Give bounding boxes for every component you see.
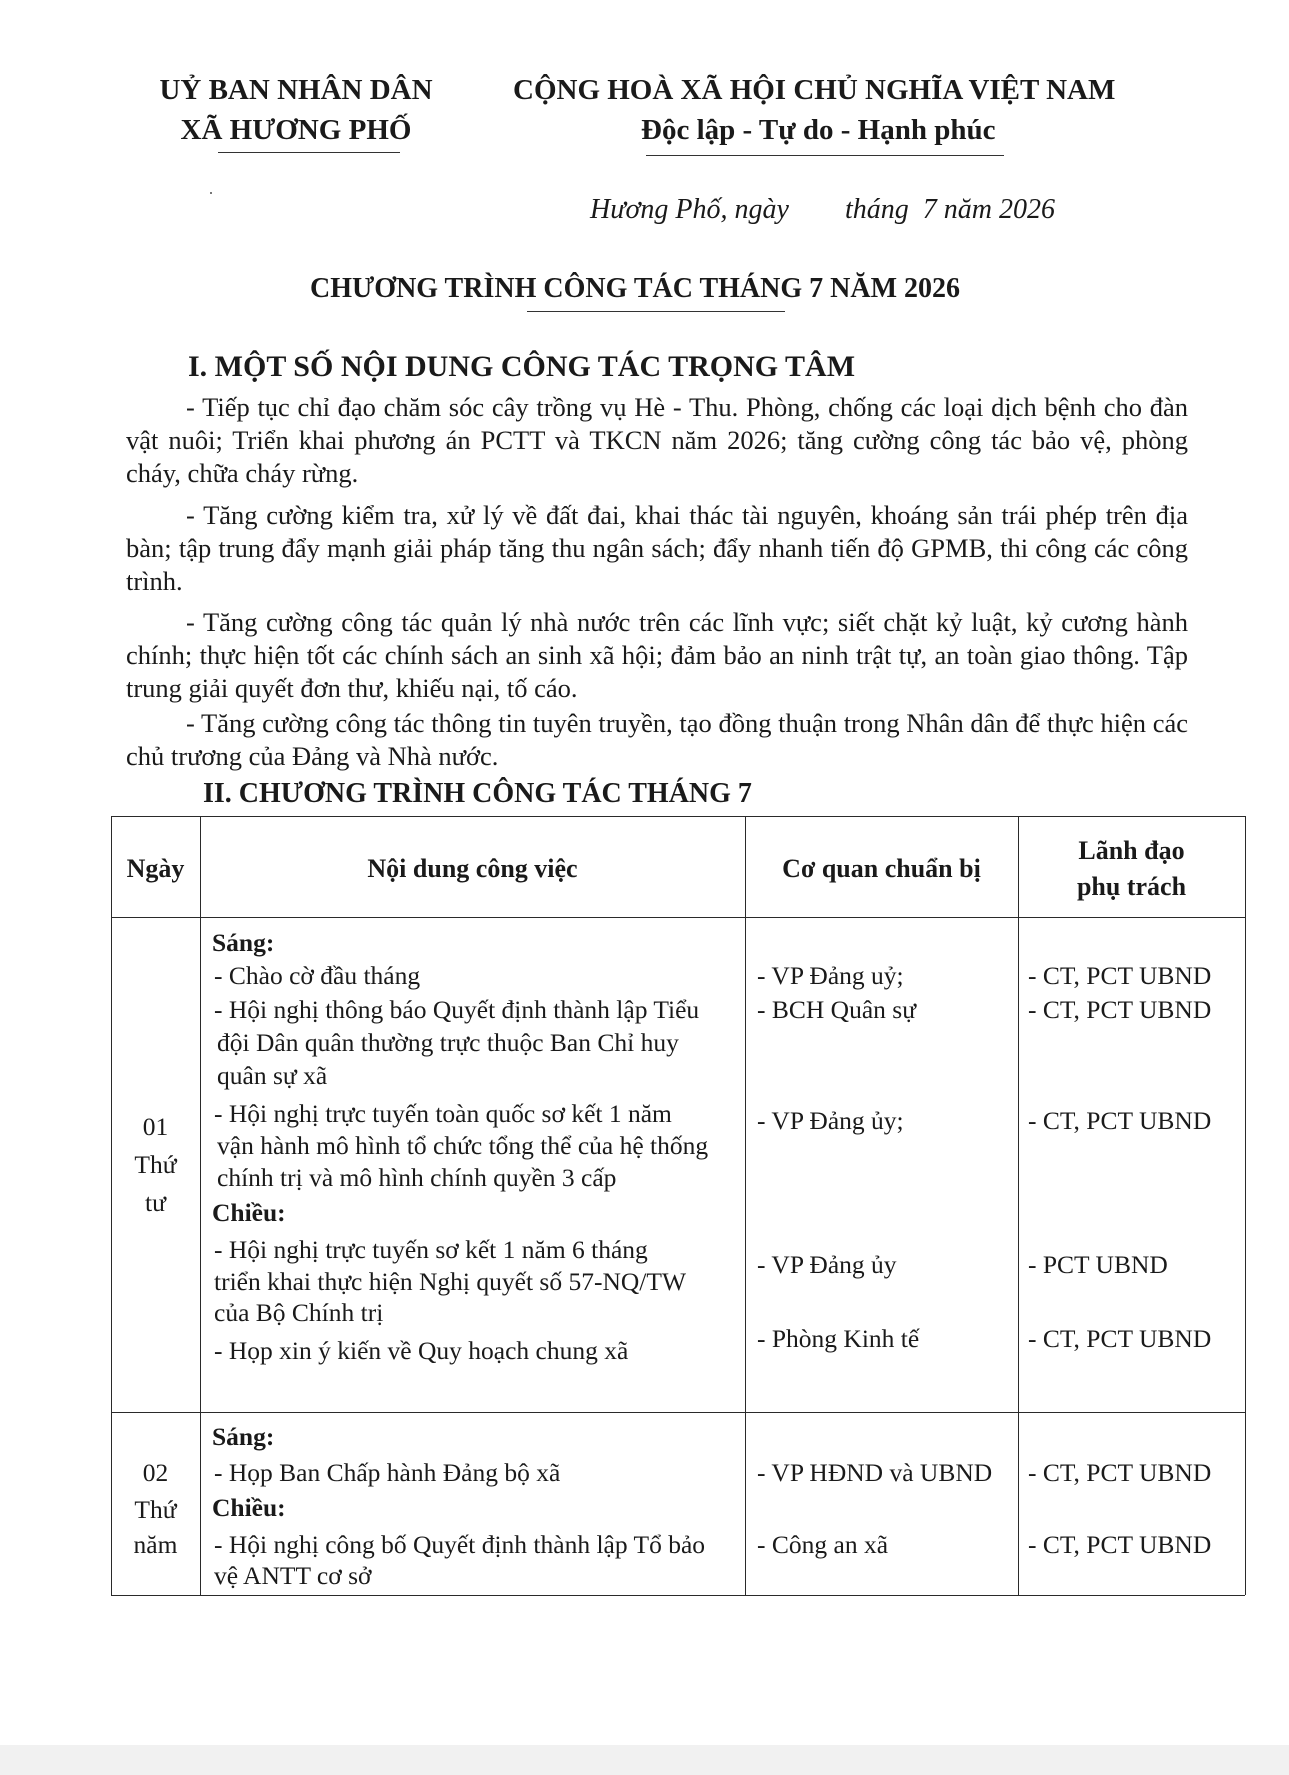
nation-motto: Độc lập - Tự do - Hạnh phúc	[641, 114, 996, 146]
task-line: vận hành mô hình tổ chức tổng thể của hệ thống	[217, 1131, 709, 1160]
day-number: 01	[142, 1112, 169, 1141]
table-border-right	[1245, 816, 1246, 1595]
section-1-paragraph: - Tăng cường công tác thông tin tuyên truyền, tạo đồng thuận trong Nhân dân để thực hiện các chủ trương của Đảng và Nhà nước.	[126, 708, 1188, 771]
table-header-agency: Cơ quan chuẩn bị	[782, 854, 981, 883]
scan-margin	[0, 1745, 1289, 1775]
afternoon-label: Chiều:	[212, 1198, 286, 1227]
task-line: chính trị và mô hình chính quyền 3 cấp	[217, 1163, 617, 1192]
day-weekday: năm	[133, 1530, 178, 1559]
nation-name: CỘNG HOÀ XÃ HỘI CHỦ NGHĨA VIỆT NAM	[513, 74, 1116, 106]
table-border-top	[111, 816, 1245, 817]
task-line: - Chào cờ đầu tháng	[214, 961, 421, 990]
task-line: vệ ANTT cơ sở	[214, 1561, 372, 1590]
work-schedule-table	[111, 816, 1245, 1595]
section-1-paragraph: - Tăng cường kiểm tra, xử lý về đất đai, khai thác tài nguyên, khoáng sản trái phép trên địa bàn; tập trung đẩy mạnh giải pháp tăng thu ngân sách; đẩy nhanh tiến độ GPMB, thi công các công trình.	[126, 500, 1188, 596]
date-line: Hương Phố, ngày tháng 7 năm 2026	[590, 194, 1055, 225]
leader-in-charge: - CT, PCT UBND	[1028, 995, 1212, 1024]
preparing-agency: - VP Đảng ủy	[757, 1250, 897, 1279]
task-line: của Bộ Chính trị	[214, 1298, 384, 1327]
table-col-divider	[1018, 816, 1019, 1595]
leader-in-charge: - CT, PCT UBND	[1028, 1530, 1212, 1559]
motto-underline	[646, 155, 1004, 156]
afternoon-label: Chiều:	[212, 1493, 286, 1522]
leader-in-charge: - CT, PCT UBND	[1028, 1324, 1212, 1353]
day-weekday: Thứ	[134, 1150, 177, 1179]
task-line: đội Dân quân thường trực thuộc Ban Chỉ huy	[217, 1028, 679, 1057]
table-header-day: Ngày	[126, 854, 185, 883]
document-title: CHƯƠNG TRÌNH CÔNG TÁC THÁNG 7 NĂM 2026	[310, 273, 961, 304]
table-row-divider	[111, 1412, 1245, 1413]
task-line: - Hội nghị trực tuyến toàn quốc sơ kết 1 năm	[214, 1099, 672, 1128]
day-weekday: Thứ	[134, 1495, 177, 1524]
scan-dot	[210, 192, 212, 194]
preparing-agency: - BCH Quân sự	[757, 995, 917, 1024]
table-header-divider	[111, 917, 1245, 918]
table-header-leader: phụ trách	[1076, 872, 1187, 901]
table-col-divider	[745, 816, 746, 1595]
table-header-content: Nội dung công việc	[367, 854, 578, 883]
leader-in-charge: - PCT UBND	[1028, 1250, 1168, 1279]
task-line: - Hội nghị trực tuyến sơ kết 1 năm 6 tháng	[214, 1235, 648, 1264]
table-col-divider	[200, 816, 201, 1595]
leader-in-charge: - CT, PCT UBND	[1028, 961, 1212, 990]
morning-label: Sáng:	[212, 928, 275, 957]
section-1-paragraph: - Tăng cường công tác quản lý nhà nước trên các lĩnh vực; siết chặt kỷ luật, kỷ cương hành chính; thực hiện tốt các chính sách an sinh xã hội; đảm bảo an ninh trật tự, an toàn giao thông. Tập trung giải quyết đơn thư, khiếu nại, tố cáo.	[126, 607, 1188, 703]
section-2-heading: II. CHƯƠNG TRÌNH CÔNG TÁC THÁNG 7	[203, 778, 752, 809]
agency-underline	[218, 152, 400, 153]
task-line: triển khai thực hiện Nghị quyết số 57-NQ/TW	[214, 1267, 687, 1296]
agency-name-line2: XÃ HƯƠNG PHỐ	[180, 114, 412, 146]
day-number: 02	[142, 1458, 169, 1487]
section-1-paragraph: - Tiếp tục chỉ đạo chăm sóc cây trồng vụ Hè - Thu. Phòng, chống các loại dịch bệnh cho đàn vật nuôi; Triển khai phương án PCTT và TKCN năm 2026; tăng cường công tác bảo vệ, phòng cháy, chữa cháy rừng.	[126, 392, 1188, 488]
task-line: - Hội nghị công bố Quyết định thành lập Tổ bảo	[214, 1530, 706, 1559]
task-line: quân sự xã	[217, 1061, 328, 1090]
day-weekday: tư	[145, 1188, 166, 1217]
task-line: - Họp xin ý kiến về Quy hoạch chung xã	[214, 1336, 629, 1365]
preparing-agency: - VP Đảng uỷ;	[757, 961, 904, 990]
section-1-heading: I. MỘT SỐ NỘI DUNG CÔNG TÁC TRỌNG TÂM	[188, 350, 856, 383]
agency-name-line1: UỶ BAN NHÂN DÂN	[159, 74, 433, 106]
morning-label: Sáng:	[212, 1422, 275, 1451]
leader-in-charge: - CT, PCT UBND	[1028, 1106, 1212, 1135]
leader-in-charge: - CT, PCT UBND	[1028, 1458, 1212, 1487]
title-underline	[527, 311, 785, 312]
table-border-bottom	[111, 1595, 1245, 1596]
task-line: - Họp Ban Chấp hành Đảng bộ xã	[214, 1458, 561, 1487]
table-header-leader: Lãnh đạo	[1078, 836, 1185, 865]
preparing-agency: - Phòng Kinh tế	[757, 1324, 920, 1353]
task-line: - Hội nghị thông báo Quyết định thành lập Tiểu	[214, 995, 700, 1024]
preparing-agency: - VP Đảng ủy;	[757, 1106, 904, 1135]
preparing-agency: - Công an xã	[757, 1530, 889, 1559]
preparing-agency: - VP HĐND và UBND	[757, 1458, 993, 1487]
